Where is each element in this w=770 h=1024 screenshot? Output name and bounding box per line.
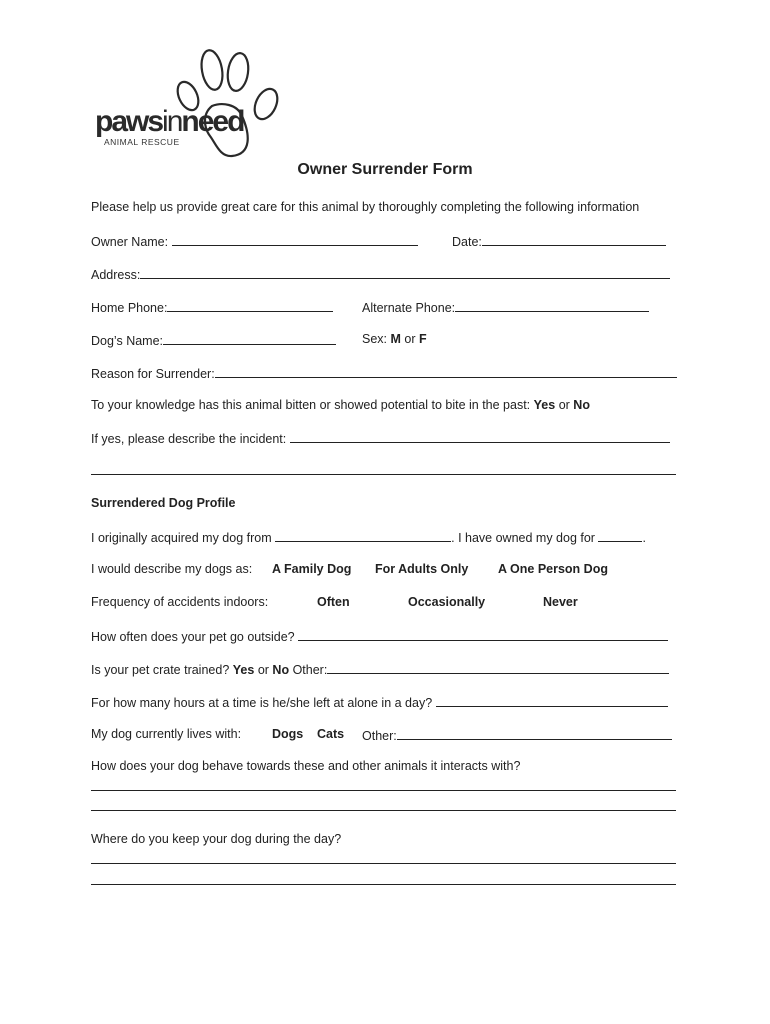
crate-label: Is your pet crate trained?	[91, 663, 230, 677]
logo-wordmark: pawsinneed	[95, 105, 244, 138]
behave-line-1[interactable]	[91, 790, 676, 791]
dogs-name-row	[91, 331, 336, 349]
alone-row	[91, 693, 668, 711]
bite-yes-option[interactable]: Yes	[533, 398, 556, 412]
describe-option-family[interactable]: A Family Dog	[272, 562, 352, 576]
lives-other-label: Other:	[362, 729, 397, 743]
behave-line-2[interactable]	[91, 810, 676, 811]
logo	[92, 44, 292, 162]
bite-no-option[interactable]: No	[573, 398, 590, 412]
describe-option-adults[interactable]: For Adults Only	[375, 562, 469, 576]
acquired-label: I originally acquired my dog from	[91, 531, 272, 545]
address-field[interactable]	[140, 265, 670, 279]
bite-question-label: To your knowledge has this animal bitten or showed potential to bite in the past:	[91, 398, 531, 412]
describe-option-one-person[interactable]: A One Person Dog	[498, 562, 608, 576]
alone-field[interactable]	[436, 693, 668, 707]
outside-field[interactable]	[298, 627, 668, 641]
reason-row	[91, 364, 677, 382]
owned-duration-field[interactable]	[598, 528, 642, 542]
acquired-row: I originally acquired my dog from . I have owned my dog for .	[91, 528, 646, 546]
owner-name-label: Owner Name:	[91, 235, 169, 249]
incident-label: If yes, please describe the incident:	[91, 432, 287, 446]
keep-line-1[interactable]	[91, 863, 676, 864]
owner-name-row	[91, 232, 418, 250]
date-label: Date:	[452, 235, 482, 249]
home-phone-row	[91, 298, 333, 316]
accidents-label: Frequency of accidents indoors:	[91, 595, 269, 609]
sex-option-m[interactable]: M	[390, 332, 401, 346]
logo-subtitle: ANIMAL RESCUE	[104, 137, 180, 147]
sex-row: Sex: M or F	[362, 332, 427, 346]
crate-other-label: Other:	[292, 663, 328, 677]
lives-label: My dog currently lives with:	[91, 727, 242, 741]
dogs-name-label: Dog’s Name:	[91, 334, 164, 348]
alt-phone-row	[362, 298, 649, 316]
form-title: Owner Surrender Form	[297, 161, 473, 178]
keep-label: Where do you keep your dog during the day?	[91, 832, 342, 846]
reason-label: Reason for Surrender:	[91, 367, 215, 381]
crate-yes-option[interactable]: Yes	[232, 663, 255, 677]
incident-row	[91, 429, 670, 447]
accidents-option-occasionally[interactable]: Occasionally	[408, 595, 486, 609]
owned-label: . I have owned my dog for	[451, 531, 595, 545]
sex-option-f[interactable]: F	[419, 332, 427, 346]
outside-label: How often does your pet go outside?	[91, 630, 295, 644]
accidents-option-never[interactable]: Never	[543, 595, 578, 609]
lives-other-field[interactable]	[397, 726, 672, 740]
crate-row: Is your pet crate trained? Yes or No Other:	[91, 660, 669, 678]
dogs-name-field[interactable]	[163, 331, 336, 345]
outside-row	[91, 627, 668, 645]
crate-no-option[interactable]: No	[272, 663, 290, 677]
alt-phone-field[interactable]	[455, 298, 649, 312]
owner-name-field[interactable]	[172, 232, 418, 246]
address-row	[91, 265, 670, 283]
reason-field[interactable]	[215, 364, 677, 378]
lives-option-cats[interactable]: Cats	[317, 727, 345, 741]
describe-label: I would describe my dogs as:	[91, 562, 253, 576]
accidents-option-often[interactable]: Often	[317, 595, 350, 609]
keep-line-2[interactable]	[91, 884, 676, 885]
address-label: Address:	[91, 268, 141, 282]
intro-text: Please help us provide great care for this animal by thoroughly completing the following information	[91, 200, 640, 214]
alt-phone-label: Alternate Phone:	[362, 301, 456, 315]
home-phone-field[interactable]	[167, 298, 333, 312]
behave-label: How does your dog behave towards these and other animals it interacts with?	[91, 759, 521, 773]
sex-label: Sex:	[362, 332, 388, 346]
crate-other-field[interactable]	[327, 660, 669, 674]
lives-option-dogs[interactable]: Dogs	[272, 727, 304, 741]
bite-question-row: To your knowledge has this animal bitten or showed potential to bite in the past: Yes or No	[91, 398, 590, 412]
date-row	[452, 232, 666, 250]
alone-label: For how many hours at a time is he/she left at alone in a day?	[91, 696, 433, 710]
incident-field[interactable]	[290, 429, 670, 443]
date-field[interactable]	[482, 232, 666, 246]
acquired-from-field[interactable]	[275, 528, 451, 542]
profile-heading: Surrendered Dog Profile	[91, 496, 236, 510]
lives-other-row	[362, 726, 672, 744]
incident-line-2[interactable]	[91, 474, 676, 475]
home-phone-label: Home Phone:	[91, 301, 168, 315]
